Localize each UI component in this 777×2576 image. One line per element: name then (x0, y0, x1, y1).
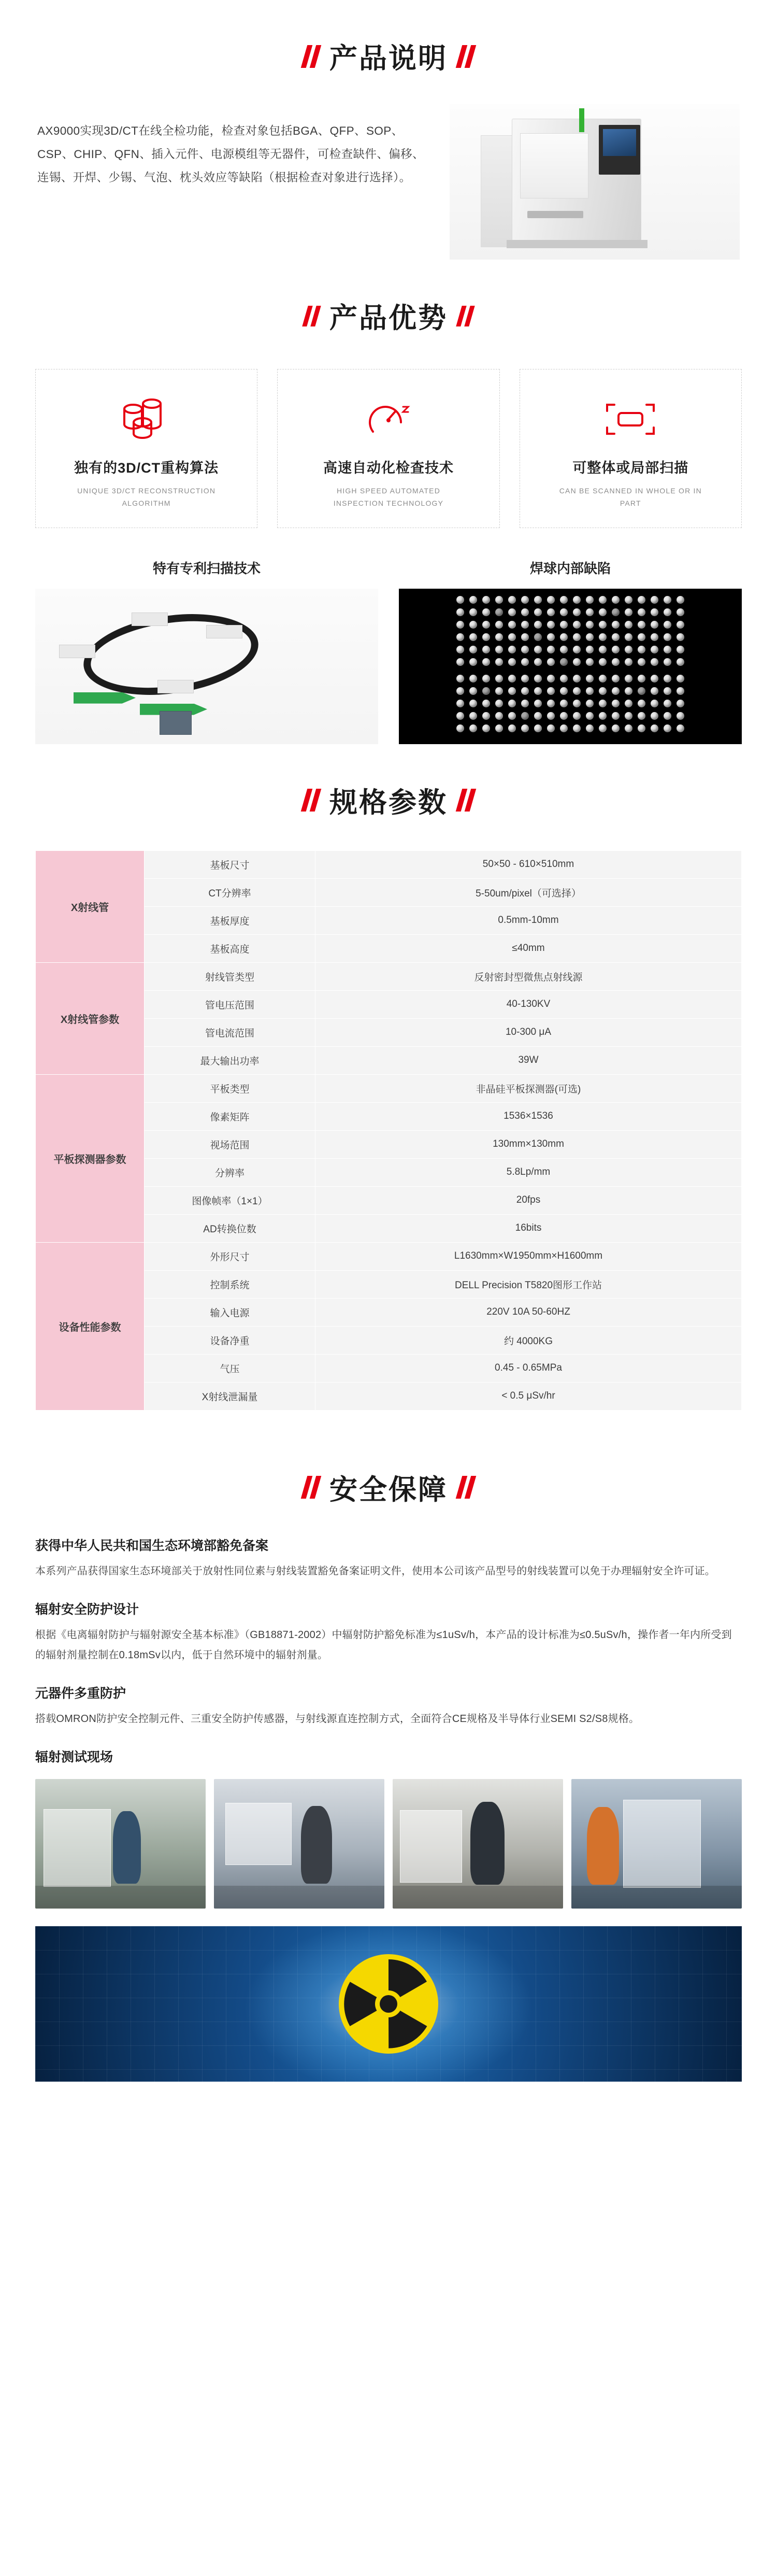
patented-scanning-block (35, 558, 378, 744)
spec-key: 管电流范围 (145, 1018, 315, 1046)
photo-machine-shape (225, 1803, 292, 1865)
machine-logo (527, 211, 583, 218)
spec-value: 5.8Lp/mm (315, 1158, 742, 1186)
spec-value: 约 4000KG (315, 1326, 742, 1354)
spec-value: < 0.5 μSv/hr (315, 1382, 742, 1410)
spec-group-name: X射线管参数 (36, 962, 145, 1074)
photo-person-shape (470, 1802, 505, 1885)
spec-key: 基板厚度 (145, 906, 315, 934)
spec-value: 5-50um/pixel（可选择） (315, 878, 742, 906)
spec-key: 视场范围 (145, 1130, 315, 1158)
spacer-after-specs (0, 1411, 777, 1447)
safety-heading-1: 获得中华人民共和国生态环境部豁免备案 (35, 1538, 269, 1553)
spec-value: 40-130KV (315, 990, 742, 1018)
spec-key: X射线泄漏量 (145, 1382, 315, 1410)
slash-ornament-right-icon (459, 1476, 473, 1499)
spec-key: 分辨率 (145, 1158, 315, 1186)
advantage-image-row (0, 558, 777, 744)
product-description-block (0, 104, 777, 260)
safety-heading-3: 元器件多重防护 (35, 1686, 126, 1701)
slash-ornament-right-icon (459, 789, 473, 812)
bga-top-view (399, 675, 742, 739)
advantage-subtitle: UNIQUE 3D/CT RECONSTRUCTION ALGORITHM (77, 487, 216, 507)
photo-floor (571, 1886, 742, 1909)
spec-value: DELL Precision T5820图形工作站 (315, 1270, 742, 1298)
spec-value: 反射密封型微焦点射线源 (315, 962, 742, 990)
slash-ornament-left-icon (304, 45, 318, 68)
spec-group-name: X射线管 (36, 850, 145, 962)
spec-value: 39W (315, 1046, 742, 1074)
advantage-subtitle: CAN BE SCANNED IN WHOLE OR IN PART (559, 487, 702, 507)
radiation-warning-banner (35, 1926, 742, 2082)
speed-gauge-icon (362, 390, 415, 448)
advantage-card-scan-scope (520, 369, 742, 528)
photo-person-shape (587, 1807, 619, 1885)
product-description-text: AX9000实现3D/CT在线全检功能，检查对象包括BGA、QFP、SOP、CSP、CHIP、QFN、插入元件、电源模组等无器件，可检查缺件、偏移、连锡、开焊、少锡、气泡、枕头效应等缺陷（根据检查对象进行选择）。 (37, 124, 424, 184)
spacer-after-description (0, 260, 777, 296)
spec-key: AD转换位数 (145, 1214, 315, 1242)
dual-title-defect: 焊球内部缺陷 (529, 560, 611, 576)
safety-heading-2: 辐射安全防护设计 (35, 1602, 139, 1617)
section-title-specifications: 规格参数 (329, 787, 448, 818)
section-title-safety: 安全保障 (329, 1474, 448, 1505)
spec-key: 射线管类型 (145, 962, 315, 990)
pcb-sample-top (132, 613, 168, 626)
spacer-after-specs-2 (0, 1447, 777, 1468)
specifications-table (35, 850, 742, 1411)
photo-machine-shape (623, 1800, 701, 1888)
machine-side-panel (481, 135, 514, 247)
spec-value: L1630mm×W1950mm×H1600mm (315, 1242, 742, 1270)
radiation-test-site-photo-2 (214, 1779, 384, 1909)
machine-door (520, 133, 588, 198)
advantage-card-3d-ct (35, 369, 257, 528)
advantage-title: 独有的3D/CT重构算法 (74, 460, 219, 476)
photo-person-shape (113, 1811, 141, 1884)
photo-machine-shape (44, 1809, 111, 1887)
radiation-test-site-photo-1 (35, 1779, 206, 1909)
spec-key: 基板高度 (145, 934, 315, 962)
photo-person-shape (301, 1806, 332, 1884)
radiation-test-photo-row (0, 1779, 777, 1909)
spec-value: 0.5mm-10mm (315, 906, 742, 934)
spec-key: 输入电源 (145, 1298, 315, 1326)
spec-key: 设备净重 (145, 1326, 315, 1354)
photo-machine-shape (400, 1810, 462, 1883)
spec-key: 像素矩阵 (145, 1102, 315, 1130)
spec-value: 16bits (315, 1214, 742, 1242)
pcb-sample-right (206, 625, 242, 638)
section-heading-safety (0, 1468, 777, 1507)
radiation-test-site-photo-3 (393, 1779, 563, 1909)
spec-key: 基板尺寸 (145, 850, 315, 878)
table-row (36, 1242, 742, 1270)
page-title: 产品说明 (329, 43, 448, 74)
spec-key: CT分辨率 (145, 878, 315, 906)
slash-ornament-right-icon (459, 45, 473, 68)
table-row (36, 1074, 742, 1102)
spec-value: 20fps (315, 1186, 742, 1214)
ax9000-ct-machine-photo (450, 104, 740, 260)
photo-floor (35, 1886, 206, 1909)
slash-ornament-left-icon (304, 789, 318, 812)
safety-body-2: 根据《电离辐射防护与辐射源安全基本标准》（GB18871-2002）中辐射防护豁免标准为≤1uSv/h，本产品的设计标准为≤0.5uSv/h，操作者一年内所受到的辐射剂量控制在0.18mSv以内，低于自然环境中的辐射剂量。 (35, 1629, 732, 1661)
spec-key: 管电压范围 (145, 990, 315, 1018)
safety-text-block (0, 1535, 777, 1766)
spec-key: 图像帧率（1×1） (145, 1186, 315, 1214)
radiation-test-site-photo-4 (571, 1779, 742, 1909)
section-title-advantages: 产品优势 (329, 303, 448, 334)
photo-floor (214, 1886, 384, 1909)
section-heading-specifications (0, 780, 777, 820)
spec-value: ≤40mm (315, 934, 742, 962)
spec-key: 平板类型 (145, 1074, 315, 1102)
machine-status-light (579, 108, 584, 132)
safety-body-1: 本系列产品获得国家生态环境部关于放射性同位素与射线装置豁免备案证明文件，使用本公司该产品型号的射线装置可以免于办理辐射安全许可证。 (35, 1565, 715, 1577)
spec-key: 控制系统 (145, 1270, 315, 1298)
section-heading-product-description (0, 36, 777, 76)
safety-body-3: 搭载OMRON防护安全控制元件、三重安全防护传感器，与射线源直连控制方式，全面符合CE规格及半导体行业SEMI S2/S8规格。 (35, 1713, 640, 1725)
machine-screen (603, 129, 636, 156)
spec-value: 10-300 μA (315, 1018, 742, 1046)
advantage-title: 高速自动化检查技术 (323, 460, 454, 476)
specifications-table-wrap (0, 850, 777, 1411)
top-spacer (0, 0, 777, 36)
spec-value: 50×50 - 610×510mm (315, 850, 742, 878)
radiation-trefoil-icon (337, 1952, 440, 2056)
slash-ornament-right-icon (459, 306, 472, 326)
spec-key: 外形尺寸 (145, 1242, 315, 1270)
bga-solder-ball-void-xray (399, 589, 742, 744)
slash-ornament-left-icon (305, 306, 318, 326)
section-heading-product-advantages (0, 296, 777, 336)
advantage-card-list (0, 369, 777, 528)
spec-value: 0.45 - 0.65MPa (315, 1354, 742, 1382)
machine-base (507, 240, 648, 248)
table-row (36, 962, 742, 990)
spacer-after-advantages (0, 744, 777, 780)
spec-group-name: 设备性能参数 (36, 1242, 145, 1410)
spec-group-name: 平板探测器参数 (36, 1074, 145, 1242)
spec-key: 气压 (145, 1354, 315, 1382)
solder-ball-defect-block (399, 558, 742, 744)
flow-arrow-1 (74, 692, 136, 704)
safety-heading-field-test: 辐射测试现场 (35, 1749, 113, 1764)
pcb-sample-bottom (157, 680, 194, 693)
photo-floor (393, 1886, 563, 1909)
pcb-sample-left (59, 645, 95, 658)
patented-scanning-diagram (35, 589, 378, 744)
advantage-title: 可整体或局部扫描 (572, 460, 689, 476)
spec-key: 最大输出功率 (145, 1046, 315, 1074)
scan-frame-icon (600, 390, 661, 448)
spec-value: 220V 10A 50-60HZ (315, 1298, 742, 1326)
bottom-spacer (0, 2082, 777, 2111)
3d-cylinders-icon (120, 390, 174, 448)
bga-3d-view (399, 596, 742, 668)
dual-title-scanning: 特有专利扫描技术 (152, 560, 261, 576)
advantage-subtitle: HIGH SPEED AUTOMATED INSPECTION TECHNOLOGY (333, 487, 444, 507)
table-row (36, 850, 742, 878)
slash-ornament-left-icon (304, 1476, 318, 1499)
detector-block (160, 711, 192, 735)
advantage-card-high-speed (277, 369, 499, 528)
spec-value: 1536×1536 (315, 1102, 742, 1130)
spec-value: 130mm×130mm (315, 1130, 742, 1158)
spec-value: 非晶硅平板探测器(可选) (315, 1074, 742, 1102)
